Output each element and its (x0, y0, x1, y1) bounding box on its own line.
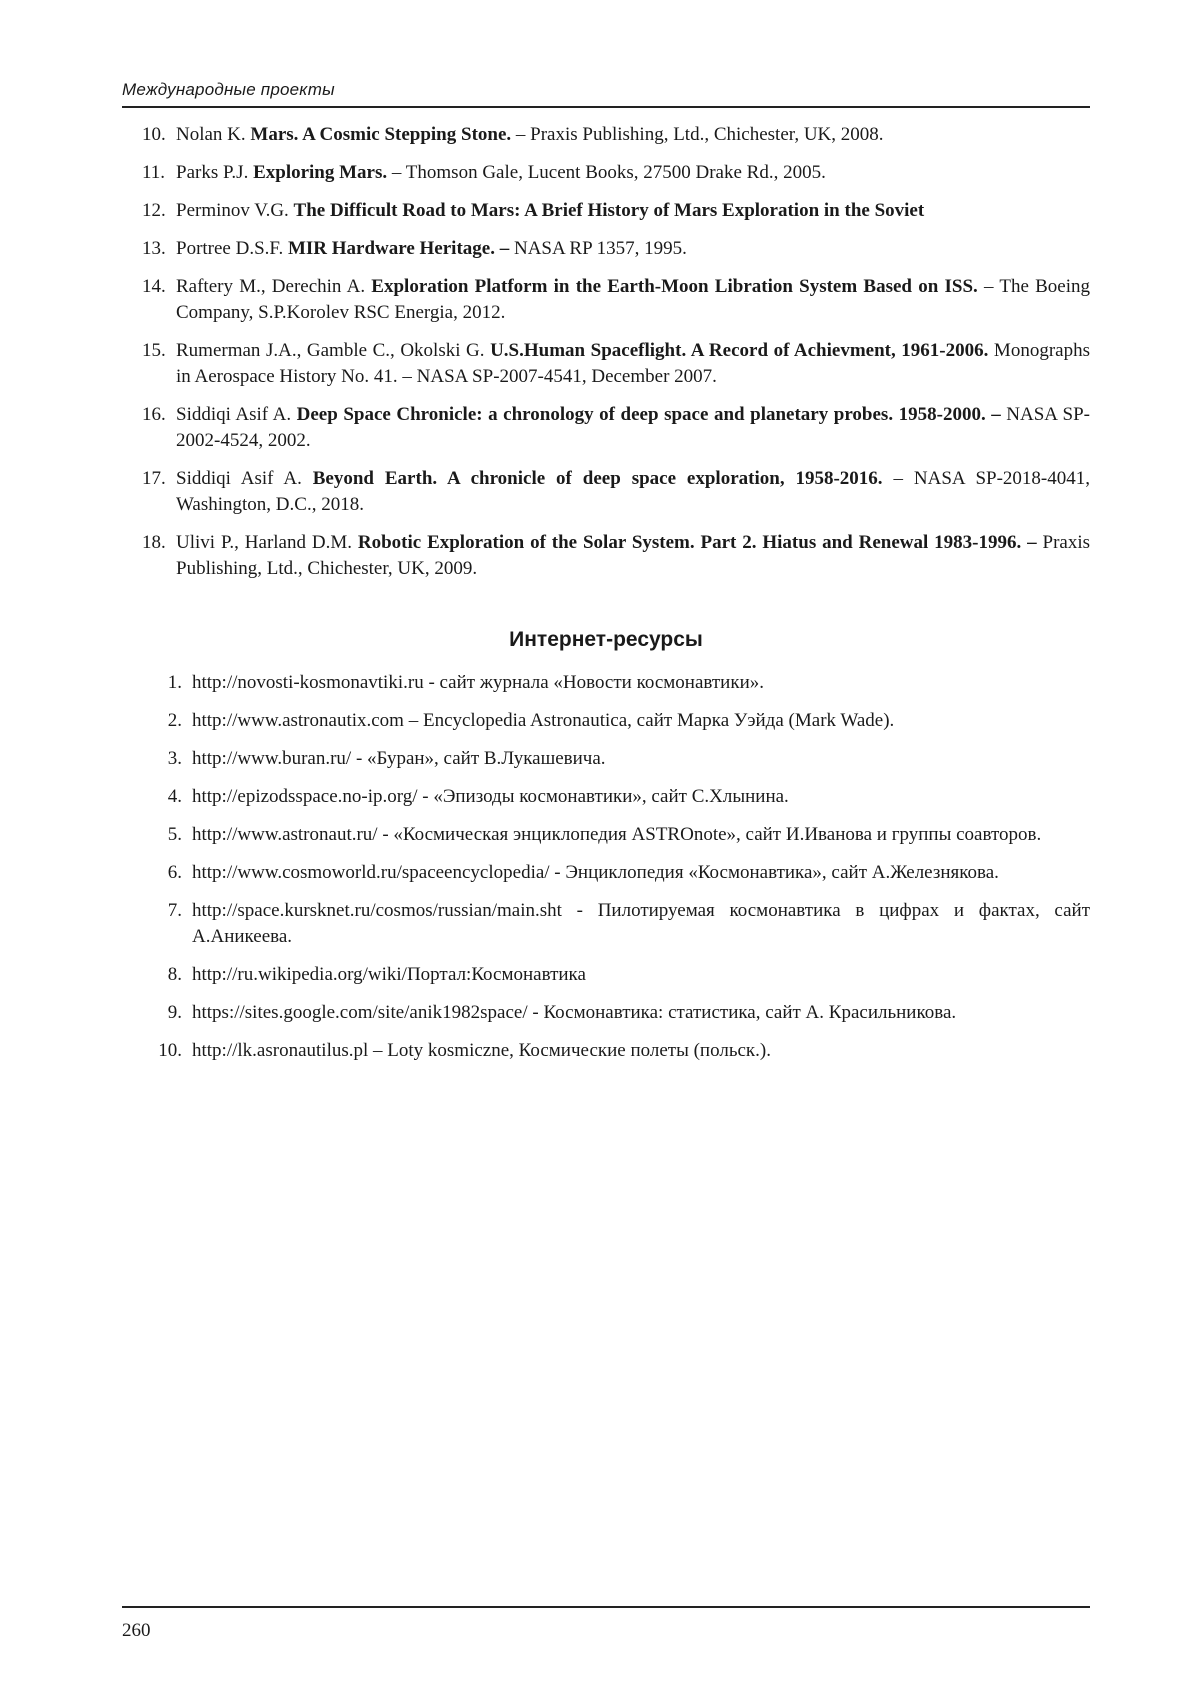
reference-authors: Siddiqi Asif A. (176, 468, 313, 489)
internet-resource-item (122, 784, 1090, 810)
resource-number: 4. (167, 786, 182, 807)
reference-number: 10. (142, 124, 166, 145)
reference-authors: Siddiqi Asif A. (176, 404, 297, 425)
reference-authors: Rumerman J.A., Gamble C., Okolski G. (176, 340, 491, 361)
resource-text: http://www.buran.ru/ - «Буран», сайт В.Лукашевича. (192, 748, 606, 769)
reference-title: Exploring Mars. (253, 162, 388, 183)
reference-item (122, 160, 1090, 186)
resource-text: http://novosti-kosmonavtiki.ru - сайт журнала «Новости космонавтики». (192, 672, 765, 693)
resource-number: 5. (167, 824, 182, 845)
reference-title: Deep Space Chronicle: a chronology of deep space and planetary probes. 1958-2000. – (296, 404, 1001, 425)
reference-title: Mars. A Cosmic Stepping Stone. (250, 124, 512, 145)
resource-text: http://www.cosmoworld.ru/spaceencyclopedia/ - Энциклопедия «Космонавтика», сайт А.Железнякова. (192, 862, 999, 883)
resource-text: http://space.kursknet.ru/cosmos/russian/main.sht - Пилотируемая космонавтика в цифрах и фактах, сайт А.Аникеева. (192, 900, 1090, 947)
reference-item (122, 338, 1090, 390)
internet-resource-item (122, 670, 1090, 696)
resource-text: https://sites.google.com/site/anik1982space/ - Космонавтика: статистика, сайт А. Красильникова. (192, 1002, 957, 1023)
reference-number: 13. (142, 238, 166, 259)
resource-text: http://ru.wikipedia.org/wiki/Портал:Космонавтика (192, 964, 586, 985)
reference-number: 12. (142, 200, 166, 221)
reference-publisher: – Praxis Publishing, Ltd., Chichester, UK, 2008. (511, 124, 884, 145)
section-title: Интернет-ресурсы (509, 628, 703, 651)
internet-resource-item (122, 1038, 1090, 1064)
reference-authors: Ulivi P., Harland D.M. (176, 532, 358, 553)
reference-item (122, 466, 1090, 518)
running-header (122, 78, 1090, 108)
reference-title: Exploration Platform in the Earth-Moon Libration System Based on ISS. (371, 276, 978, 297)
reference-publisher: NASA SP-2002-4524, 2002. (176, 404, 1090, 451)
resource-text: http://lk.asronautilus.pl – Loty kosmiczne, Космические полеты (польск.). (192, 1040, 771, 1061)
reference-number: 14. (142, 276, 166, 297)
reference-item (122, 402, 1090, 454)
internet-resource-item (122, 746, 1090, 772)
reference-authors: Perminov V.G. (176, 200, 294, 221)
reference-list (122, 122, 1090, 594)
page-number: 260 (122, 1620, 151, 1641)
internet-resource-item (122, 962, 1090, 988)
reference-item (122, 122, 1090, 148)
reference-title: Robotic Exploration of the Solar System. Part 2. Hiatus and Renewal 1983-1996. – (357, 532, 1037, 553)
resource-text: http://epizodsspace.no-ip.org/ - «Эпизоды космонавтики», сайт С.Хлынина. (192, 786, 789, 807)
reference-item (122, 274, 1090, 326)
reference-publisher: NASA RP 1357, 1995. (509, 238, 687, 259)
internet-resource-item (122, 822, 1090, 848)
reference-item (122, 530, 1090, 582)
resource-number: 8. (167, 964, 182, 985)
reference-authors: Nolan K. (176, 124, 251, 145)
resource-number: 2. (167, 710, 182, 731)
resource-number: 6. (167, 862, 182, 883)
resource-text: http://www.astronaut.ru/ - «Космическая энциклопедия ASTROnote», сайт И.Иванова и группы соавторов. (192, 824, 1042, 845)
reference-number: 17. (142, 468, 166, 489)
reference-number: 15. (142, 340, 166, 361)
internet-resource-item (122, 898, 1090, 950)
resource-number: 1. (167, 672, 182, 693)
reference-title: The Difficult Road to Mars: A Brief History of Mars Exploration in the Soviet (293, 200, 925, 221)
reference-publisher: Monographs in Aerospace History No. 41. – NASA SP-2007-4541, December 2007. (176, 340, 1090, 387)
reference-item (122, 236, 1090, 262)
reference-authors: Raftery M., Derechin A. (176, 276, 372, 297)
reference-publisher: – NASA SP-2018-4041, Washington, D.C., 2018. (176, 468, 1091, 515)
reference-title: MIR Hardware Heritage. – (287, 238, 510, 259)
resource-number: 7. (167, 900, 182, 921)
internet-resource-item (122, 708, 1090, 734)
reference-number: 11. (142, 162, 166, 183)
reference-publisher: Praxis Publishing, Ltd., Chichester, UK, 2009. (176, 532, 1091, 579)
reference-item (122, 198, 1090, 224)
reference-publisher: – Thomson Gale, Lucent Books, 27500 Drake Rd., 2005. (387, 162, 826, 183)
reference-title: Beyond Earth. A chronicle of deep space exploration, 1958-2016. (312, 468, 883, 489)
internet-resource-item (122, 860, 1090, 886)
header-title: Международные проекты (122, 80, 335, 99)
footer-divider (122, 1606, 1090, 1608)
internet-resources-list (122, 670, 1090, 1076)
reference-number: 16. (142, 404, 166, 425)
reference-number: 18. (142, 532, 166, 553)
internet-resource-item (122, 1000, 1090, 1026)
reference-title: U.S.Human Spaceflight. A Record of Achievment, 1961-2006. (490, 340, 989, 361)
reference-authors: Parks P.J. (176, 162, 254, 183)
reference-publisher: – The Boeing Company, S.P.Korolev RSC Energia, 2012. (176, 276, 1090, 323)
resource-number: 9. (167, 1002, 182, 1023)
resource-number: 10. (158, 1040, 182, 1061)
resource-number: 3. (167, 748, 182, 769)
reference-authors: Portree D.S.F. (176, 238, 288, 259)
resource-text: http://www.astronautix.com – Encyclopedia Astronautica, сайт Марка Уэйда (Mark Wade). (192, 710, 895, 731)
